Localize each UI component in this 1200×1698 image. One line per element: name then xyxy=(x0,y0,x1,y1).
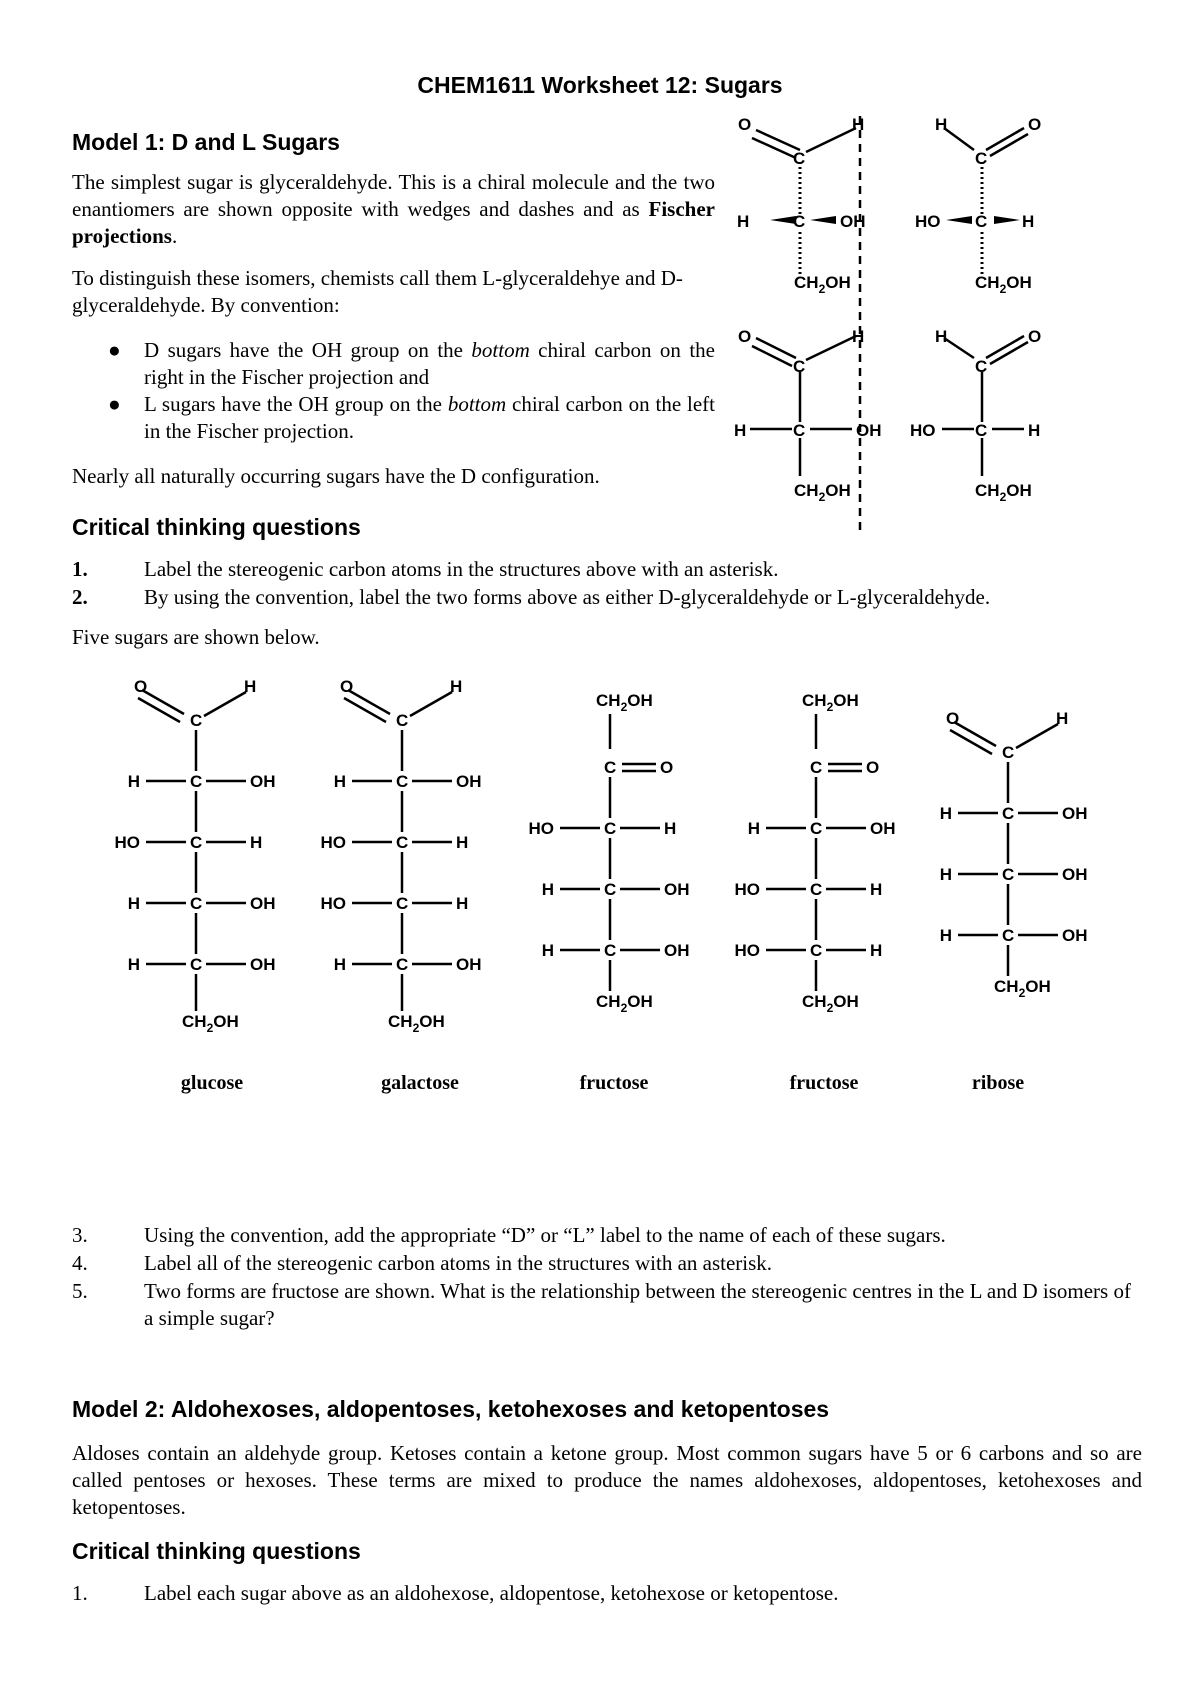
atom-label: C xyxy=(190,955,203,974)
atom-label: HO xyxy=(915,212,941,231)
atom-label: C xyxy=(604,819,617,838)
atom-label: HO xyxy=(320,894,346,913)
atom-label: HO xyxy=(734,941,760,960)
atom-label: H xyxy=(450,677,463,696)
atom-label: $CH_2OH$ xyxy=(802,691,859,714)
atom-label: O xyxy=(866,758,880,777)
bullet-icon: ● xyxy=(108,392,121,416)
sugar-name-ribose: ribose xyxy=(971,1072,1025,1094)
atom-label: H xyxy=(664,819,677,838)
atom-label: C xyxy=(1002,804,1015,823)
atom-label: H xyxy=(1056,709,1069,728)
atom-label: OH xyxy=(856,421,882,440)
atom-label: H xyxy=(935,327,948,346)
atom-label: H xyxy=(852,327,865,346)
atom-label: C xyxy=(975,149,988,168)
atom-label: H xyxy=(1022,212,1035,231)
atom-label: C xyxy=(1002,865,1015,884)
glyceraldehyde-wedge-right xyxy=(915,115,1041,296)
sugar-name-fructose-2: fructose xyxy=(789,1072,859,1094)
bond xyxy=(138,698,180,722)
sugar-structures xyxy=(100,670,1120,1050)
ctq2-heading: Critical thinking questions xyxy=(72,1538,361,1564)
model2-paragraph: Aldoses contain an aldehyde group. Ketoses contain a ketone group. Most common sugars have 5 or 6 carbons and so are called pentoses or hexoses. These terms are mixed to produce the names aldohexoses, aldopentoses, ketohexoses and ketopentoses. xyxy=(72,1441,1142,1519)
bond xyxy=(142,690,184,714)
atom-label: C xyxy=(810,880,823,899)
atom-label: $CH_2OH$ xyxy=(596,691,653,714)
bond xyxy=(954,722,996,746)
sugar-name-glucose: glucose xyxy=(180,1072,244,1094)
atom-label: H xyxy=(734,421,747,440)
atom-label: $CH_2OH$ xyxy=(182,1012,239,1035)
atom-label: C xyxy=(396,955,409,974)
atom-label: OH xyxy=(250,894,276,913)
bond xyxy=(1016,724,1058,748)
bond xyxy=(410,692,452,716)
atom-label: O xyxy=(1028,327,1042,346)
atom-label: HO xyxy=(114,833,140,852)
atom-label: O xyxy=(1028,115,1042,134)
atom-label: H xyxy=(939,865,952,884)
atom-label: $CH_2OH$ xyxy=(975,481,1032,504)
sugar-name-fructose-1: fructose xyxy=(579,1072,649,1094)
atom-label: O xyxy=(340,677,354,696)
atom-label: C xyxy=(604,880,617,899)
glyceraldehyde-fischer-right xyxy=(910,327,1041,504)
atom-label: OH xyxy=(870,819,896,838)
atom-label: $CH_2OH$ xyxy=(794,481,851,504)
atom-label: H xyxy=(737,212,750,231)
atom-label: OH xyxy=(664,880,690,899)
atom-label: H xyxy=(333,955,346,974)
atom-label: $CH_2OH$ xyxy=(975,273,1032,296)
glyceraldehyde-wedge-left xyxy=(737,115,866,296)
atom-label: H xyxy=(935,115,948,134)
page-title: CHEM1611 Worksheet 12: Sugars xyxy=(417,72,783,98)
atom-label: H xyxy=(747,819,760,838)
bond xyxy=(344,698,386,722)
atom-label: HO xyxy=(910,421,936,440)
atom-label: OH xyxy=(1062,865,1088,884)
atom-label: C xyxy=(1002,926,1015,945)
atom-label: HO xyxy=(320,833,346,852)
atom-label: H xyxy=(127,772,140,791)
atom-label: C xyxy=(810,819,823,838)
atom-label: C xyxy=(396,833,409,852)
five-sugars-text: Five sugars are shown below. xyxy=(72,625,320,649)
atom-label: H xyxy=(1028,421,1041,440)
atom-label: HO xyxy=(528,819,554,838)
atom-label: C xyxy=(604,941,617,960)
atom-label: H xyxy=(244,677,257,696)
atom-label: C xyxy=(975,421,988,440)
atom-label: C xyxy=(190,894,203,913)
atom-label: OH xyxy=(456,772,482,791)
glyceraldehyde-structures xyxy=(720,110,1160,540)
model1-paragraph-2: To distinguish these isomers, chemists call them L-glyceraldehye and D-glyceraldehyde. By convention: xyxy=(72,266,683,317)
bullet-icon: ● xyxy=(108,338,121,362)
bond xyxy=(348,690,390,714)
atom-label: C xyxy=(396,894,409,913)
atom-label: C xyxy=(396,772,409,791)
atom-label: H xyxy=(870,880,883,899)
atom-label: C xyxy=(793,357,806,376)
atom-label: H xyxy=(456,833,469,852)
atom-label: C xyxy=(1002,743,1015,762)
model1-paragraph-3: Nearly all naturally occurring sugars have the D configuration. xyxy=(72,464,600,488)
atom-label: OH xyxy=(1062,926,1088,945)
atom-label: O xyxy=(738,115,752,134)
bond xyxy=(950,730,992,754)
convention-list xyxy=(108,337,715,445)
atom-label: H xyxy=(127,955,140,974)
atom-label: C xyxy=(975,357,988,376)
atom-label: H xyxy=(250,833,263,852)
atom-label: $CH_2OH$ xyxy=(802,992,859,1015)
atom-label: $CH_2OH$ xyxy=(794,273,851,296)
atom-label: O xyxy=(738,327,752,346)
atom-label: C xyxy=(190,833,203,852)
list-item: ● D sugars have the OH group on the bottom chiral carbon on the right in the Fischer projection and xyxy=(108,338,715,389)
atom-label: H xyxy=(852,115,865,134)
atom-label: C xyxy=(190,772,203,791)
model2-heading: Model 2: Aldohexoses, aldopentoses, ketohexoses and ketopentoses xyxy=(72,1396,830,1422)
atom-label: H xyxy=(333,772,346,791)
atom-label: OH xyxy=(664,941,690,960)
atom-label: OH xyxy=(250,955,276,974)
model1-heading: Model 1: D and L Sugars xyxy=(72,129,340,155)
atom-label: OH xyxy=(1062,804,1088,823)
atom-label: H xyxy=(870,941,883,960)
bond xyxy=(204,692,246,716)
atom-label: C xyxy=(396,711,409,730)
atom-label: H xyxy=(456,894,469,913)
sugar-name-galactose: galactose xyxy=(381,1072,459,1094)
atom-label: H xyxy=(939,926,952,945)
atom-label: HO xyxy=(734,880,760,899)
atom-label: C xyxy=(810,941,823,960)
atom-label: C xyxy=(793,212,806,231)
atom-label: O xyxy=(134,677,148,696)
atom-label: C xyxy=(793,421,806,440)
ctq1-heading: Critical thinking questions xyxy=(72,514,361,540)
list-item: ● L sugars have the OH group on the bottom chiral carbon on the left in the Fischer projection. xyxy=(108,392,715,443)
atom-label: H xyxy=(939,804,952,823)
atom-label: OH xyxy=(456,955,482,974)
model1-paragraph-1: The simplest sugar is glyceraldehyde. This is a chiral molecule and the two enantiomers are shown opposite with wedges and dashes and as Fischer projections. xyxy=(72,170,715,248)
atom-label: OH xyxy=(250,772,276,791)
atom-label: $CH_2OH$ xyxy=(596,992,653,1015)
atom-label: $CH_2OH$ xyxy=(388,1012,445,1035)
atom-label: C xyxy=(190,711,203,730)
atom-label: C xyxy=(604,758,617,777)
atom-label: H xyxy=(127,894,140,913)
atom-label: C xyxy=(810,758,823,777)
atom-label: H xyxy=(541,941,554,960)
atom-label: O xyxy=(660,758,674,777)
atom-label: H xyxy=(541,880,554,899)
atom-label: O xyxy=(946,709,960,728)
atom-label: OH xyxy=(840,212,866,231)
atom-label: $CH_2OH$ xyxy=(994,977,1051,1000)
atom-label: C xyxy=(793,149,806,168)
atom-label: C xyxy=(975,212,988,231)
